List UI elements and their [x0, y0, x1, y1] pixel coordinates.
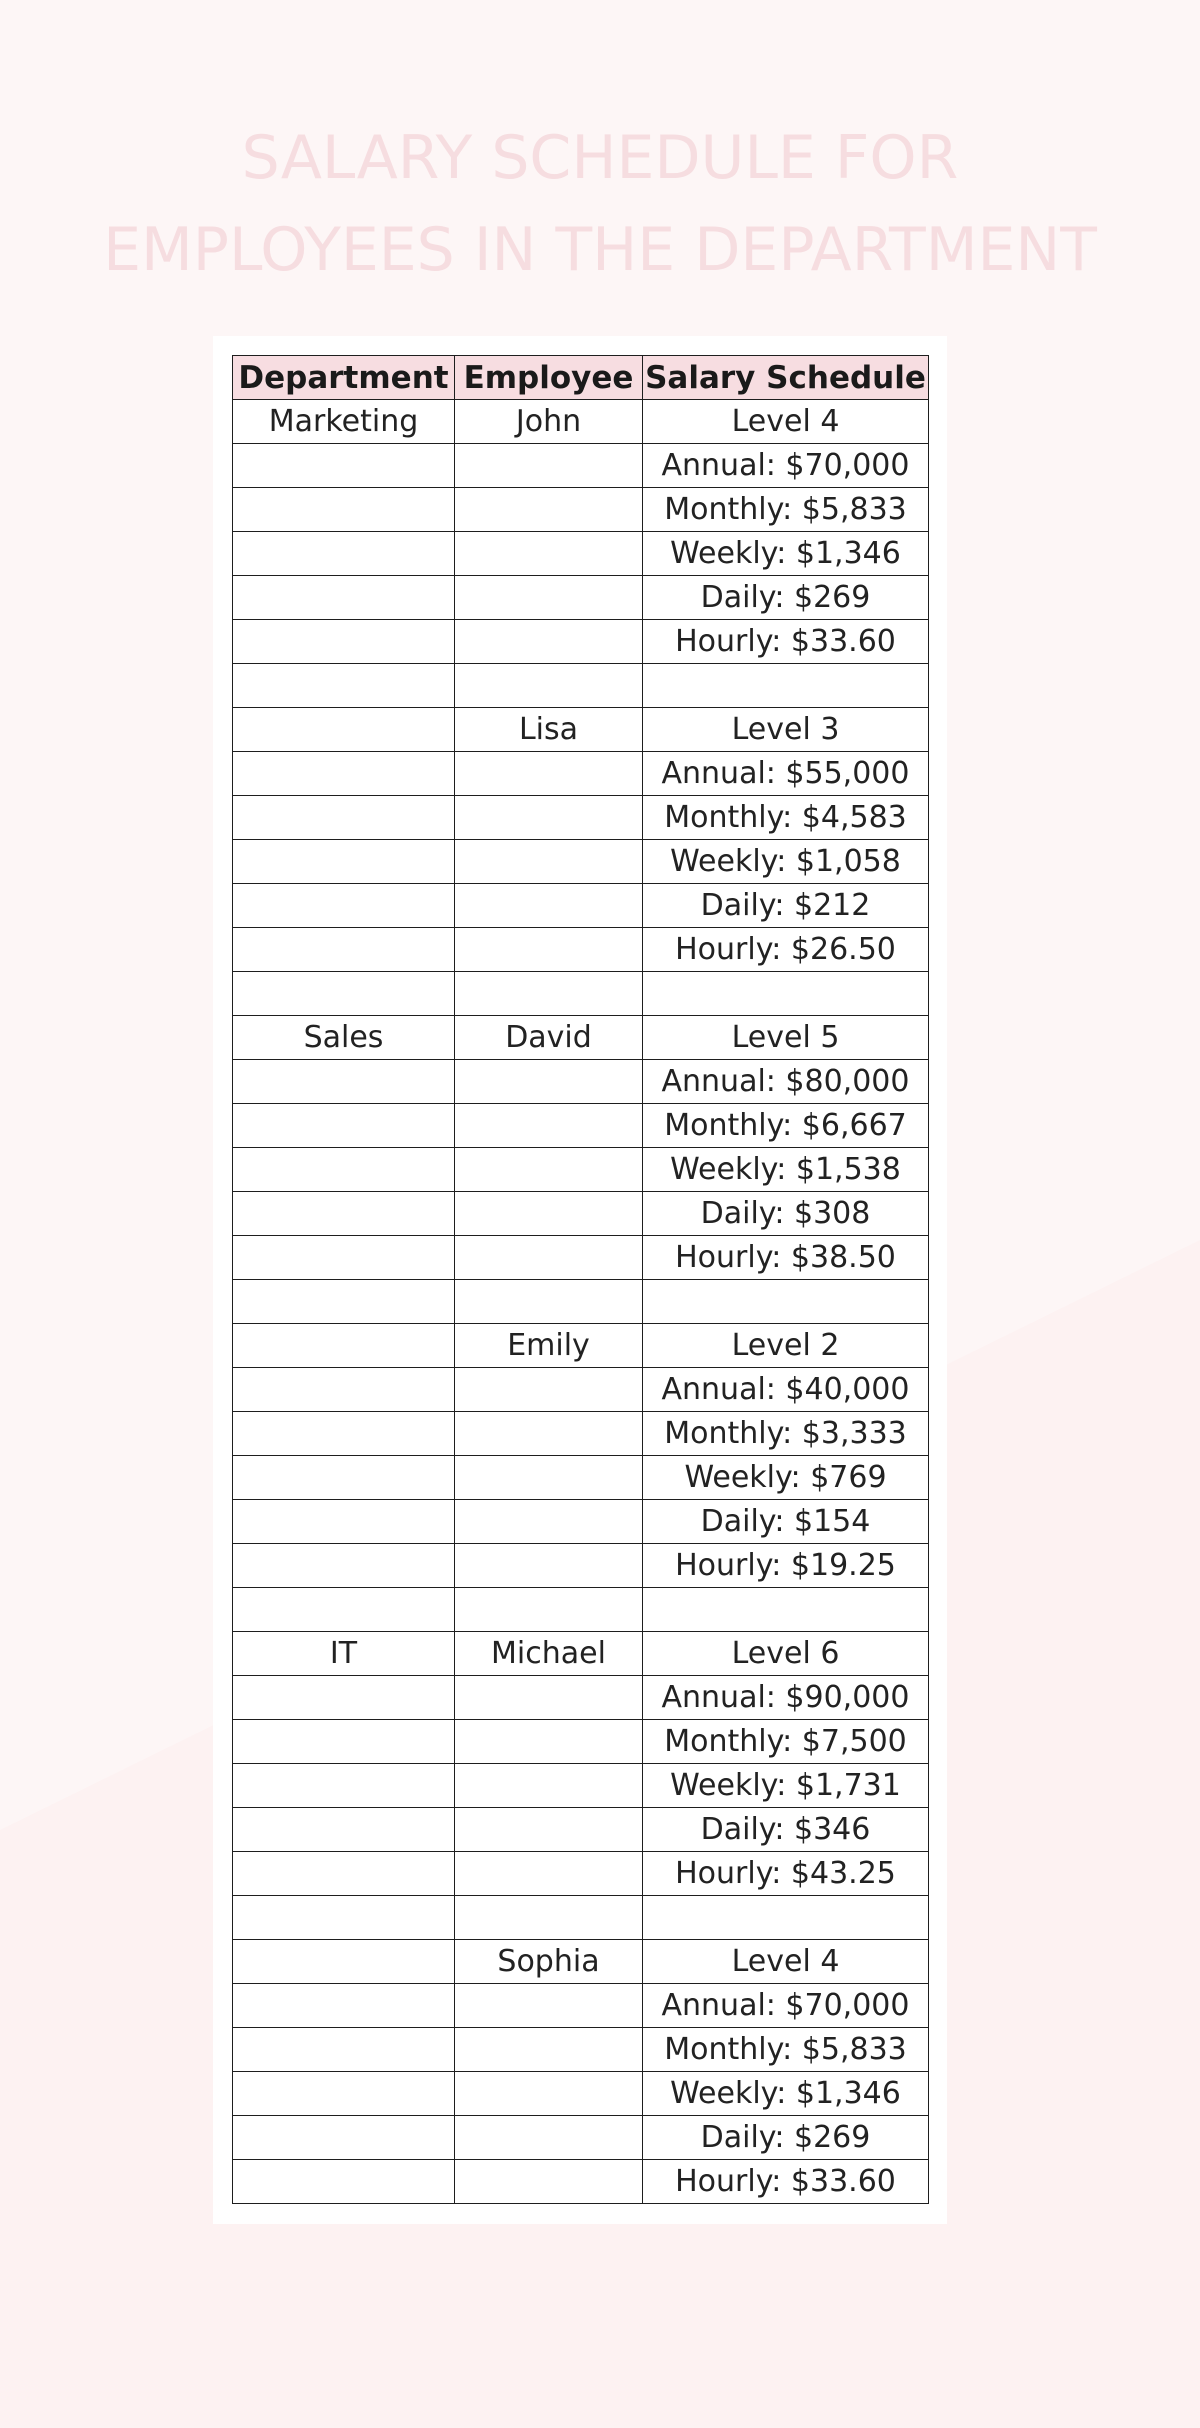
- department-cell: [233, 752, 455, 796]
- table-row: [233, 1896, 929, 1940]
- department-cell: [233, 1852, 455, 1896]
- table-row: [233, 1412, 929, 1456]
- table-row: [233, 1280, 929, 1324]
- department-cell: [233, 972, 455, 1016]
- department-cell: [233, 1808, 455, 1852]
- department-cell: [233, 796, 455, 840]
- salary-cell: [643, 972, 929, 1016]
- salary-cell: Hourly: $43.25: [643, 1852, 929, 1896]
- table-row: [233, 1852, 929, 1896]
- employee-cell: [455, 752, 643, 796]
- employee-cell: [455, 1412, 643, 1456]
- table-row: [233, 2160, 929, 2204]
- department-cell: [233, 2072, 455, 2116]
- department-cell: [233, 1412, 455, 1456]
- salary-cell: Level 5: [643, 1016, 929, 1060]
- salary-cell: Weekly: $1,346: [643, 532, 929, 576]
- table-row: [233, 1104, 929, 1148]
- employee-cell: [455, 1192, 643, 1236]
- employee-cell: [455, 1808, 643, 1852]
- salary-cell: Weekly: $1,346: [643, 2072, 929, 2116]
- department-cell: [233, 1940, 455, 1984]
- employee-cell: Michael: [455, 1632, 643, 1676]
- employee-cell: [455, 1104, 643, 1148]
- department-cell: [233, 1148, 455, 1192]
- salary-cell: [643, 1896, 929, 1940]
- employee-cell: [455, 1896, 643, 1940]
- employee-cell: [455, 576, 643, 620]
- table-row: [233, 1324, 929, 1368]
- department-cell: [233, 928, 455, 972]
- table-row: [233, 1764, 929, 1808]
- employee-cell: [455, 1544, 643, 1588]
- employee-cell: [455, 1280, 643, 1324]
- title-line-1: SALARY SCHEDULE FOR: [241, 123, 959, 193]
- department-cell: [233, 2028, 455, 2072]
- salary-cell: [643, 1588, 929, 1632]
- salary-cell: Daily: $212: [643, 884, 929, 928]
- table-row: [233, 884, 929, 928]
- employee-cell: [455, 972, 643, 1016]
- employee-cell: [455, 444, 643, 488]
- table-row: [233, 1588, 929, 1632]
- salary-cell: Daily: $269: [643, 2116, 929, 2160]
- table-row: [233, 664, 929, 708]
- employee-cell: [455, 884, 643, 928]
- employee-cell: [455, 1984, 643, 2028]
- salary-cell: Monthly: $7,500: [643, 1720, 929, 1764]
- table-row: [233, 1456, 929, 1500]
- table-row: [233, 532, 929, 576]
- employee-cell: [455, 1764, 643, 1808]
- salary-cell: Weekly: $769: [643, 1456, 929, 1500]
- title-line-2: EMPLOYEES IN THE DEPARTMENT: [103, 215, 1097, 285]
- department-cell: [233, 1192, 455, 1236]
- employee-cell: [455, 1720, 643, 1764]
- table-row: [233, 2028, 929, 2072]
- employee-cell: [455, 840, 643, 884]
- department-cell: [233, 488, 455, 532]
- header-employee: Employee: [455, 356, 643, 400]
- salary-cell: Daily: $269: [643, 576, 929, 620]
- salary-cell: Monthly: $5,833: [643, 488, 929, 532]
- table-row: [233, 1236, 929, 1280]
- table-row: [233, 620, 929, 664]
- table-row: [233, 444, 929, 488]
- department-cell: [233, 1720, 455, 1764]
- salary-cell: Annual: $80,000: [643, 1060, 929, 1104]
- department-cell: Sales: [233, 1016, 455, 1060]
- employee-cell: [455, 532, 643, 576]
- salary-table: [232, 355, 929, 2204]
- salary-cell: Level 6: [643, 1632, 929, 1676]
- department-cell: [233, 1764, 455, 1808]
- department-cell: [233, 1984, 455, 2028]
- table-row: [233, 1060, 929, 1104]
- table-row: [233, 972, 929, 1016]
- department-cell: [233, 1104, 455, 1148]
- salary-cell: Weekly: $1,058: [643, 840, 929, 884]
- employee-cell: John: [455, 400, 643, 444]
- salary-cell: Hourly: $38.50: [643, 1236, 929, 1280]
- department-cell: [233, 1280, 455, 1324]
- salary-cell: Level 2: [643, 1324, 929, 1368]
- salary-cell: Level 4: [643, 1940, 929, 1984]
- table-row: [233, 796, 929, 840]
- header-salary-schedule: Salary Schedule: [643, 356, 929, 400]
- salary-cell: Weekly: $1,731: [643, 1764, 929, 1808]
- salary-cell: Hourly: $19.25: [643, 1544, 929, 1588]
- table-row: [233, 2116, 929, 2160]
- table-row: [233, 1940, 929, 1984]
- employee-cell: [455, 796, 643, 840]
- employee-cell: David: [455, 1016, 643, 1060]
- employee-cell: [455, 2160, 643, 2204]
- salary-cell: Hourly: $33.60: [643, 2160, 929, 2204]
- department-cell: [233, 2116, 455, 2160]
- table-row: [233, 840, 929, 884]
- salary-cell: Annual: $90,000: [643, 1676, 929, 1720]
- department-cell: [233, 664, 455, 708]
- employee-cell: [455, 2072, 643, 2116]
- department-cell: [233, 444, 455, 488]
- salary-cell: Hourly: $33.60: [643, 620, 929, 664]
- department-cell: IT: [233, 1632, 455, 1676]
- salary-cell: Annual: $70,000: [643, 444, 929, 488]
- department-cell: [233, 620, 455, 664]
- salary-cell: Monthly: $6,667: [643, 1104, 929, 1148]
- table-row: [233, 1368, 929, 1412]
- department-cell: [233, 884, 455, 928]
- table-row: [233, 1016, 929, 1060]
- employee-cell: [455, 488, 643, 532]
- employee-cell: [455, 2028, 643, 2072]
- table-row: [233, 928, 929, 972]
- table-row: [233, 1544, 929, 1588]
- salary-cell: [643, 1280, 929, 1324]
- employee-cell: [455, 664, 643, 708]
- department-cell: [233, 1544, 455, 1588]
- header-department: Department: [233, 356, 455, 400]
- department-cell: [233, 1236, 455, 1280]
- table-row: [233, 1192, 929, 1236]
- department-cell: [233, 708, 455, 752]
- employee-cell: [455, 1500, 643, 1544]
- salary-cell: Daily: $346: [643, 1808, 929, 1852]
- table-row: [233, 1676, 929, 1720]
- table-row: [233, 1500, 929, 1544]
- employee-cell: [455, 928, 643, 972]
- table-header-row: [233, 356, 929, 400]
- employee-cell: [455, 1236, 643, 1280]
- salary-cell: [643, 664, 929, 708]
- table-row: [233, 708, 929, 752]
- table-row: [233, 1148, 929, 1192]
- department-cell: [233, 840, 455, 884]
- table-row: [233, 1808, 929, 1852]
- department-cell: [233, 1060, 455, 1104]
- employee-cell: [455, 1456, 643, 1500]
- salary-cell: Annual: $55,000: [643, 752, 929, 796]
- department-cell: [233, 1896, 455, 1940]
- salary-cell: Daily: $308: [643, 1192, 929, 1236]
- employee-cell: [455, 2116, 643, 2160]
- department-cell: Marketing: [233, 400, 455, 444]
- department-cell: [233, 1456, 455, 1500]
- salary-cell: Level 4: [643, 400, 929, 444]
- salary-cell: Daily: $154: [643, 1500, 929, 1544]
- table-row: [233, 400, 929, 444]
- employee-cell: Sophia: [455, 1940, 643, 1984]
- department-cell: [233, 1588, 455, 1632]
- employee-cell: Emily: [455, 1324, 643, 1368]
- department-cell: [233, 532, 455, 576]
- table-row: [233, 752, 929, 796]
- employee-cell: [455, 1588, 643, 1632]
- salary-cell: Weekly: $1,538: [643, 1148, 929, 1192]
- salary-cell: Monthly: $5,833: [643, 2028, 929, 2072]
- employee-cell: [455, 620, 643, 664]
- employee-cell: Lisa: [455, 708, 643, 752]
- salary-cell: Level 3: [643, 708, 929, 752]
- salary-cell: Monthly: $4,583: [643, 796, 929, 840]
- employee-cell: [455, 1060, 643, 1104]
- employee-cell: [455, 1852, 643, 1896]
- department-cell: [233, 576, 455, 620]
- department-cell: [233, 1324, 455, 1368]
- table-row: [233, 1720, 929, 1764]
- department-cell: [233, 1500, 455, 1544]
- page-title: [0, 112, 1200, 296]
- salary-cell: Annual: $70,000: [643, 1984, 929, 2028]
- salary-cell: Hourly: $26.50: [643, 928, 929, 972]
- employee-cell: [455, 1676, 643, 1720]
- department-cell: [233, 2160, 455, 2204]
- table-row: [233, 1984, 929, 2028]
- table-row: [233, 2072, 929, 2116]
- table-row: [233, 488, 929, 532]
- salary-cell: Annual: $40,000: [643, 1368, 929, 1412]
- salary-cell: Monthly: $3,333: [643, 1412, 929, 1456]
- department-cell: [233, 1676, 455, 1720]
- department-cell: [233, 1368, 455, 1412]
- table-row: [233, 576, 929, 620]
- table-row: [233, 1632, 929, 1676]
- employee-cell: [455, 1148, 643, 1192]
- employee-cell: [455, 1368, 643, 1412]
